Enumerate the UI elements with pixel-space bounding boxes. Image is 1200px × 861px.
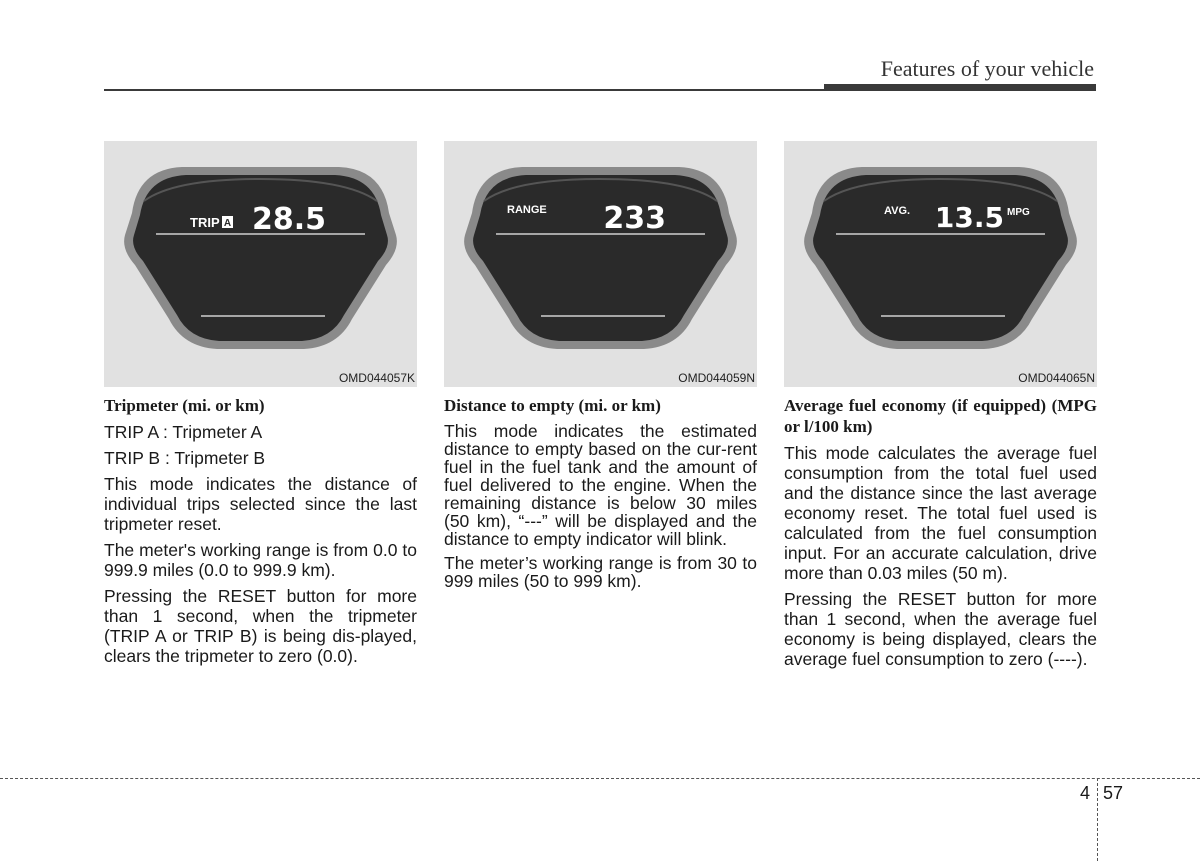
page-number: 57 — [1103, 783, 1124, 803]
figure-code: OMD044059N — [678, 371, 755, 385]
lcd-display-illustration — [444, 141, 757, 387]
column-distance-to-empty — [444, 141, 757, 590]
section-heading: Average fuel economy (if equipped) (MPG or l/100 km) — [784, 396, 1097, 436]
paragraph: The meter’s working range is from 30 to 999 miles (50 to 999 km). — [444, 553, 757, 591]
paragraph: TRIP A : Tripmeter A — [104, 422, 263, 442]
chapter-number: 4 — [1080, 783, 1091, 803]
display-value: 233 — [603, 201, 666, 236]
header-rule — [104, 89, 824, 91]
column-tripmeter — [104, 141, 417, 666]
paragraph: The meter's working range is from 0.0 to 999.9 miles (0.0 to 999.9 km). — [104, 540, 417, 580]
paragraph: This mode indicates the distance of individual trips selected since the last tripmeter reset. — [104, 474, 417, 534]
paragraph: TRIP B : Tripmeter B — [104, 448, 266, 468]
paragraph: Pressing the RESET button for more than 1 second, when the tripmeter (TRIP A or TRIP B) is being dis-played, clears the tripmeter to zero (0.0). — [104, 586, 417, 666]
section-heading: Tripmeter (mi. or km) — [104, 396, 265, 415]
header-rule-accent — [824, 84, 1096, 91]
cluster-display-figure — [444, 141, 757, 387]
display-mode-label: RANGE — [507, 204, 547, 216]
figure-code: OMD044057K — [338, 371, 415, 385]
display-mode-badge: A — [223, 218, 232, 229]
display-mode-label: TRIP — [190, 215, 220, 230]
page-header-title: Features of your vehicle — [880, 56, 1094, 81]
paragraph: This mode calculates the average fuel consumption from the total fuel used and the distance since the last average economy reset. The total fuel used is calculated from the fuel consumption input. For an accurate calculation, drive more than 0.03 miles (50 m). — [784, 443, 1097, 583]
lcd-display-illustration — [784, 141, 1097, 387]
column-average-fuel-economy — [784, 141, 1097, 669]
paragraph: This mode indicates the estimated distance to empty based on the cur-rent fuel in the fuel tank and the amount of fuel delivered to the engine. When the remaining distance is below 30 miles (50 km), “---” will be displayed and the distance to empty indicator will blink. — [444, 421, 757, 549]
display-value: 28.5 — [251, 202, 326, 237]
lcd-display-illustration — [104, 141, 417, 387]
cluster-display-figure — [784, 141, 1097, 387]
display-mode-label: AVG. — [884, 205, 911, 217]
footer-divider — [0, 778, 1200, 779]
section-heading: Distance to empty (mi. or km) — [444, 396, 661, 415]
paragraph: Pressing the RESET button for more than 1 second, when the average fuel economy is being displayed, clears the average fuel consumption to zero (----). — [784, 589, 1097, 669]
page-number-divider — [1097, 778, 1098, 861]
display-unit: MPG — [1007, 207, 1030, 218]
cluster-display-figure — [104, 141, 417, 387]
figure-code: OMD044065N — [1018, 371, 1095, 385]
display-value: 13.5 — [934, 201, 1004, 234]
